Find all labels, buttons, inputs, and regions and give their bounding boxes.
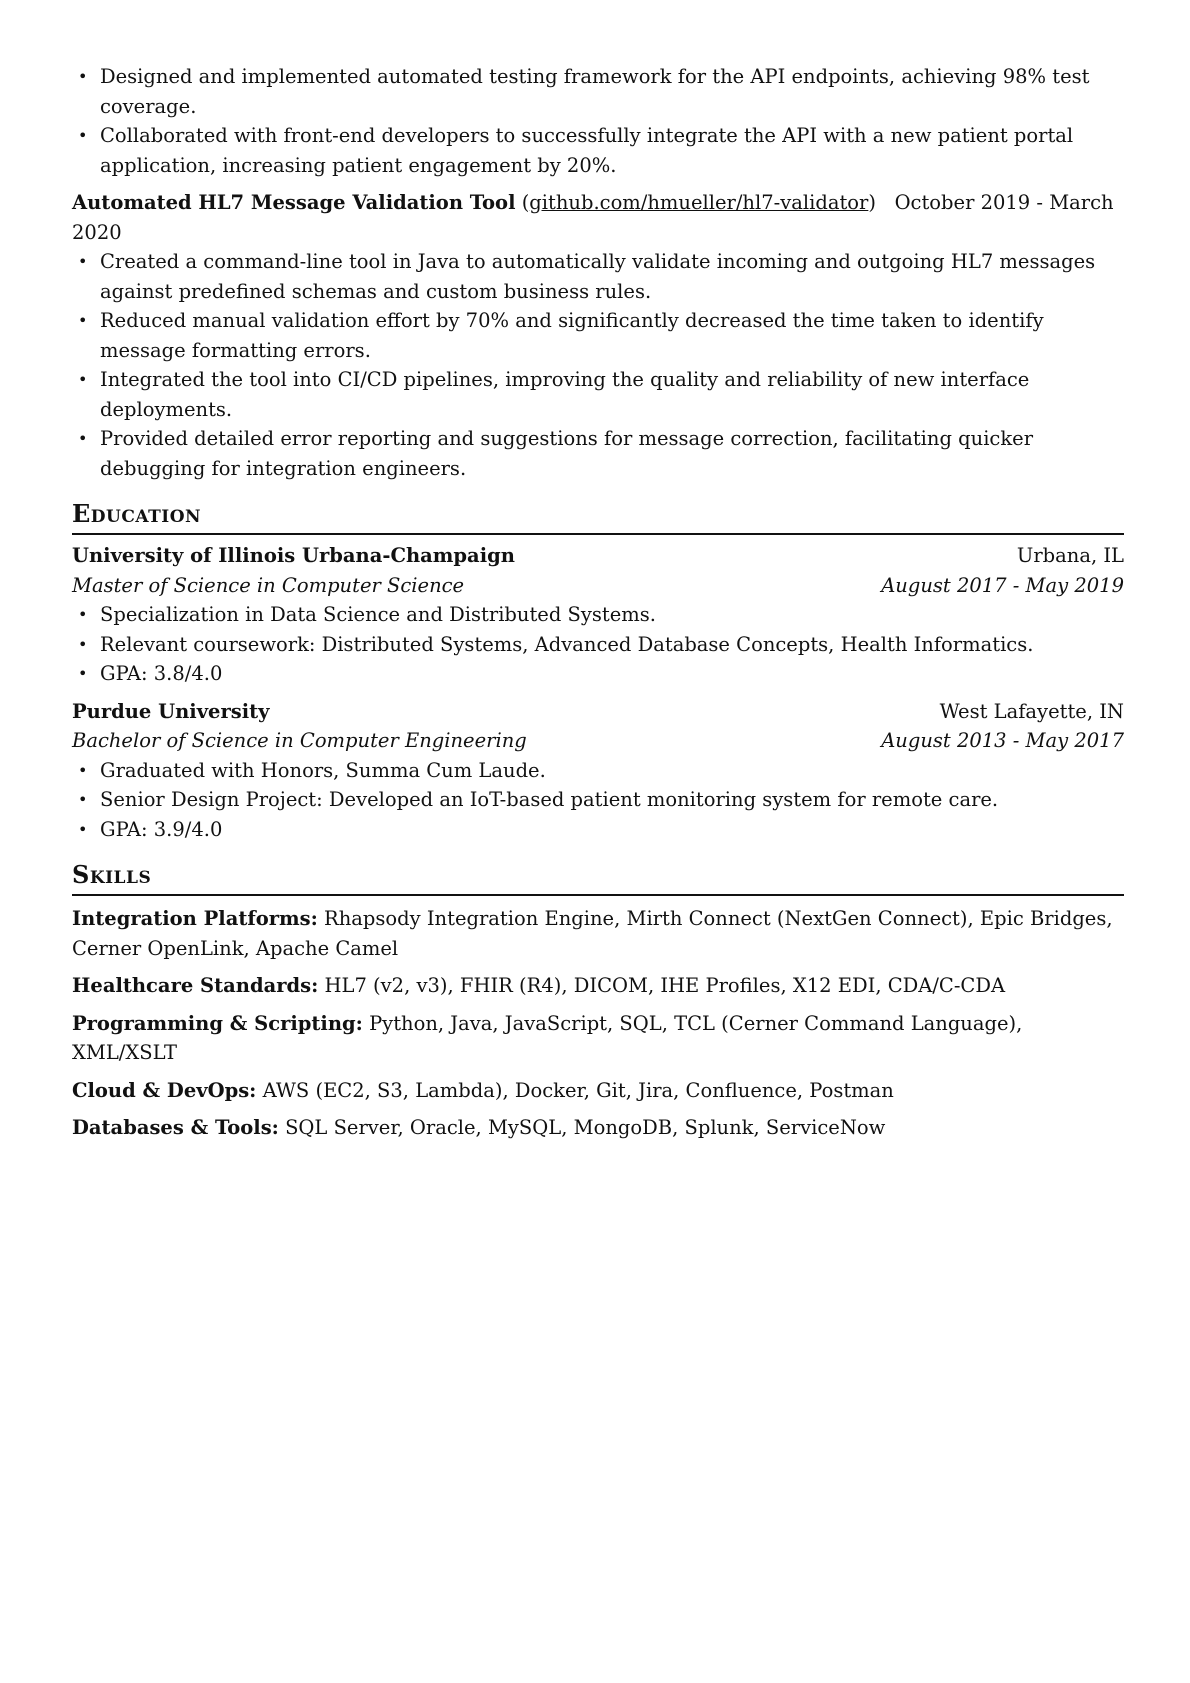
degree-name: Bachelor of Science in Computer Engineering (72, 729, 527, 752)
skill-line (72, 1009, 1124, 1068)
bullet-item: • GPA: 3.9/4.0 (72, 815, 1124, 845)
education-row (72, 726, 1124, 756)
prev-project-bullets (72, 62, 1124, 180)
education-row (72, 697, 1124, 727)
bullet-item: • Integrated the tool into CI/CD pipelines, improving the quality and reliability of new interface deployments. (72, 365, 1124, 424)
bullet-item: • Reduced manual validation effort by 70% and significantly decreased the time taken to identify message formatting errors. (72, 306, 1124, 365)
bullet-item: • Created a command-line tool in Java to automatically validate incoming and outgoing HL7 messages against predefined schemas and custom business rules. (72, 247, 1124, 306)
education-bullets (72, 600, 1124, 689)
education-entry-uiuc (72, 541, 1124, 689)
skills-heading: Skills (72, 860, 1124, 896)
degree-dates: August 2017 - May 2019 (881, 573, 1124, 597)
bullet-item: • Specialization in Data Science and Distributed Systems. (72, 600, 1124, 630)
bullet-item: • Designed and implemented automated testing framework for the API endpoints, achieving 98% test coverage. (72, 62, 1124, 121)
bullet-item: • GPA: 3.8/4.0 (72, 659, 1124, 689)
school-name: University of Illinois Urbana-Champaign (72, 544, 515, 567)
skill-value: SQL Server, Oracle, MySQL, MongoDB, Splunk, ServiceNow (285, 1116, 886, 1139)
project-bullets (72, 247, 1124, 483)
resume-page (72, 62, 1124, 1143)
skill-line (72, 1076, 1124, 1106)
education-heading: Education (72, 499, 1124, 535)
bullet-item: • Relevant coursework: Distributed Systems, Advanced Database Concepts, Health Informatics. (72, 630, 1124, 660)
skill-value: AWS (EC2, S3, Lambda), Docker, Git, Jira, Confluence, Postman (262, 1078, 894, 1102)
link-open-paren: ( (521, 191, 530, 214)
bullet-item: • Collaborated with front-end developers to successfully integrate the API with a new patient portal application, increasing patient engagement by 20%. (72, 121, 1124, 180)
skill-line (72, 1113, 1124, 1143)
skill-value: Python, Java, JavaScript, SQL, TCL (Cerner Command Language), XML/XSLT (72, 1011, 1023, 1064)
project-title: Automated HL7 Message Validation Tool (72, 191, 516, 214)
degree-name: Master of Science in Computer Science (72, 573, 465, 597)
bullet-item: • Provided detailed error reporting and suggestions for message correction, facilitating quicker debugging for integration engineers. (72, 424, 1124, 483)
skill-value: Rhapsody Integration Engine, Mirth Connect (NextGen Connect), Epic Bridges, Cerner OpenLink, Apache Camel (72, 907, 1113, 960)
bullet-item: • Graduated with Honors, Summa Cum Laude. (72, 756, 1124, 786)
education-entry-purdue (72, 697, 1124, 845)
link-close-paren: ) (868, 191, 876, 214)
skill-label: Databases & Tools: (72, 1116, 279, 1139)
skill-label: Healthcare Standards: (72, 974, 319, 997)
skill-value: HL7 (v2, v3), FHIR (R4), DICOM, IHE Profiles, X12 EDI, CDA/C-CDA (324, 974, 1006, 997)
skill-label: Cloud & DevOps: (72, 1078, 257, 1102)
project-link[interactable]: github.com/hmueller/hl7-validator (529, 191, 869, 214)
skill-line (72, 904, 1124, 963)
skill-label: Integration Platforms: (72, 907, 318, 930)
bullet-item: • Senior Design Project: Developed an IoT-based patient monitoring system for remote care. (72, 785, 1124, 815)
degree-dates: August 2013 - May 2017 (881, 729, 1124, 752)
skill-line (72, 971, 1124, 1001)
education-bullets (72, 756, 1124, 845)
education-row (72, 541, 1124, 571)
school-location: Urbana, IL (1016, 544, 1124, 567)
skill-label: Programming & Scripting: (72, 1011, 363, 1035)
school-name: Purdue University (72, 699, 270, 723)
school-location: West Lafayette, IN (939, 699, 1124, 723)
project-dates: October 2019 - March 2020 (72, 191, 1114, 244)
project-header (72, 188, 1124, 247)
education-row (72, 571, 1124, 601)
